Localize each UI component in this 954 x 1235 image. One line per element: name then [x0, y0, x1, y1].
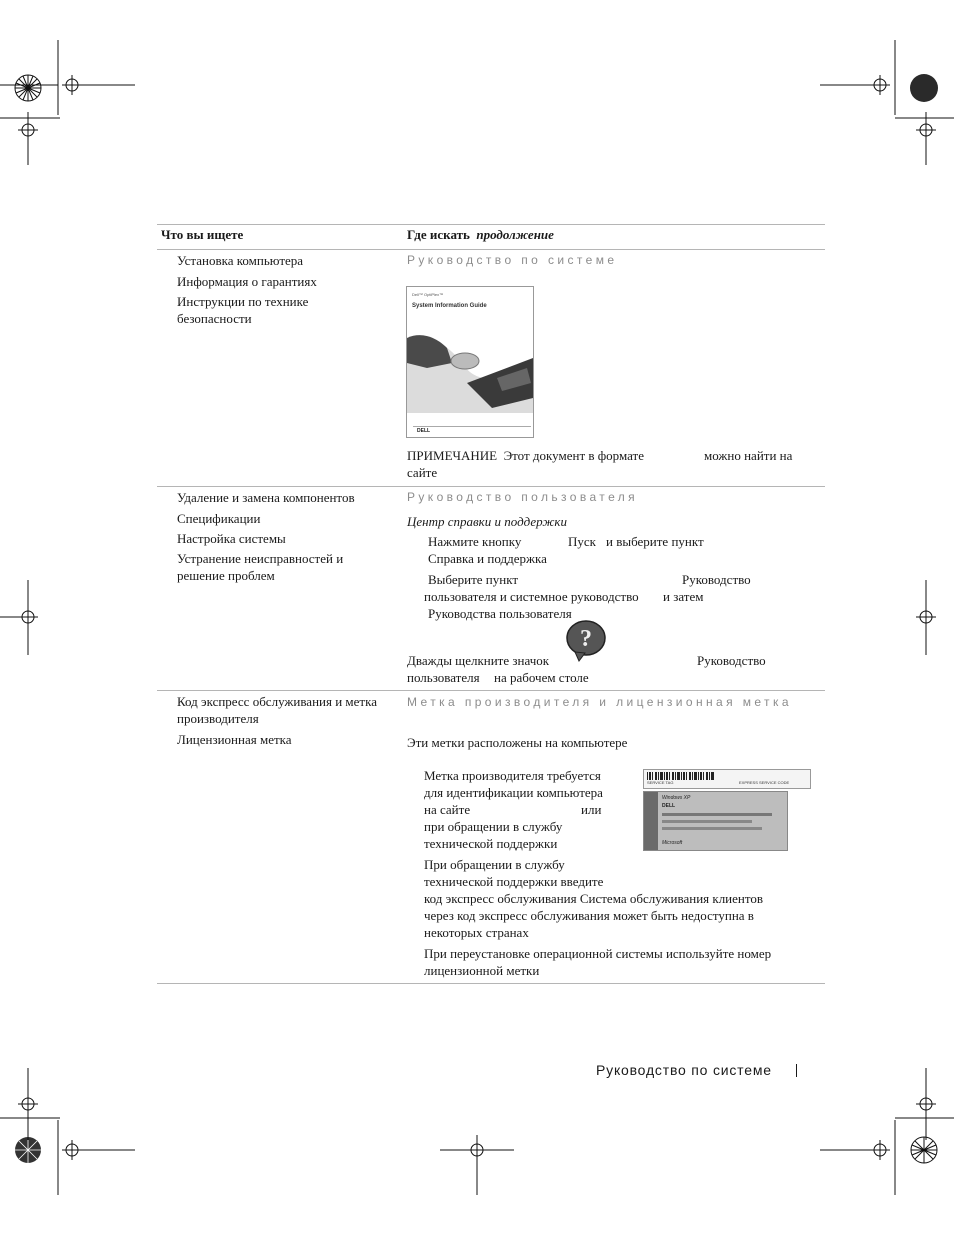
page-footer: Руководство по системе: [596, 1062, 772, 1078]
p2-line: При обращении в службу: [424, 857, 565, 872]
step1-text: Нажмите кнопку: [428, 534, 522, 549]
p1-line: технической поддержки: [424, 836, 558, 851]
row-divider: [157, 486, 825, 487]
svg-text:?: ?: [580, 626, 592, 652]
p3-line: лицензионной метки: [424, 963, 540, 978]
cover-title: System Information Guide: [412, 303, 487, 309]
barcode-icon: [647, 772, 717, 780]
p2-line: код экспресс обслуживания Система обслуживания клиентов: [424, 891, 764, 906]
dbl-click-text-c: пользователя: [407, 670, 480, 685]
service-tag-caption: SERVICE TAG: [647, 780, 674, 785]
service-tag-label-image: [643, 769, 809, 851]
cover-rule: [413, 426, 531, 427]
p1-line: для идентификации компьютера: [424, 785, 603, 800]
express-code-caption: EXPRESS SERVICE CODE: [739, 780, 790, 785]
windows-label: Windows XP: [662, 795, 691, 801]
list-item: Настройка системы: [177, 531, 286, 546]
list-item: Спецификации: [177, 511, 261, 526]
step2-text-e: Руководства пользователя: [428, 606, 572, 621]
list-item: Установка компьютера: [177, 253, 304, 268]
list-item: Код экспресс обслуживания и метка производителя: [177, 694, 377, 726]
license-key-bar: [662, 820, 752, 823]
guide-cover-image: [406, 286, 534, 438]
step2-text-d: и затем: [663, 589, 704, 604]
p1-line: на сайте: [424, 802, 471, 817]
p2-line: технической поддержки введите: [424, 874, 604, 889]
help-center-subtitle: Центр справки и поддержки: [407, 514, 567, 529]
service-tag-sticker: [643, 769, 811, 789]
row-divider: [157, 690, 825, 691]
microsoft-label: Microsoft: [662, 840, 683, 846]
p1-line: Метка производителя требуется: [424, 768, 601, 783]
dbl-click-text: Дважды щелкните значок: [407, 653, 550, 668]
table-bottom-rule: [157, 983, 825, 984]
step2-text-c: пользователя и системное руководство: [424, 589, 639, 604]
step2-text: Выберите пункт: [428, 572, 519, 587]
col2-header-suffix: продолжение: [476, 227, 554, 242]
col1-header: Что вы ищете: [161, 227, 244, 242]
col2-header-text: Где искать: [407, 227, 470, 242]
section-title: Руководство по системе: [407, 253, 618, 267]
license-key-bar: [662, 827, 762, 830]
list-item: Информация о гарантиях: [177, 274, 317, 289]
help-question-icon: [565, 619, 609, 663]
list-item: Лицензионная метка: [177, 732, 292, 747]
license-key-bar: [662, 813, 772, 816]
dell-label: DELL: [662, 803, 676, 809]
dbl-click-text-b: Руководство: [697, 653, 766, 668]
p1-line: или: [581, 802, 602, 817]
footer-separator: [796, 1064, 797, 1077]
p2-line: некоторых странах: [424, 925, 529, 940]
help-support-label: Справка и поддержка: [428, 551, 547, 566]
list-item: Устранение неисправностей и решение проблем: [177, 551, 344, 583]
header-rule: [157, 249, 825, 250]
list-item: Инструкции по технике безопасности: [177, 294, 309, 326]
dell-logo: DELL: [417, 428, 431, 434]
list-item: Удаление и замена компонентов: [177, 490, 355, 505]
p2-line: через код экспресс обслуживания может быть недоступна в: [424, 908, 754, 923]
hands-photo-icon: [407, 323, 533, 413]
table-top-rule: [157, 224, 825, 225]
cover-small-text: Dell™ OptiPlex™: [412, 292, 444, 297]
labels-intro: Эти метки расположены на компьютере: [407, 735, 628, 750]
note-text: Этот документ в формате: [503, 448, 645, 463]
note-text-b: можно найти на: [704, 448, 793, 463]
p3-line: При переустановке операционной системы используйте номер: [424, 946, 772, 961]
col2-header: [407, 227, 554, 243]
step1-text-c: и выберите пункт: [606, 534, 704, 549]
dbl-click-text-d: на рабочем столе: [494, 670, 589, 685]
step2-text-b: Руководство: [682, 572, 751, 587]
license-strip: [644, 792, 658, 850]
section-title: Руководство пользователя: [407, 490, 639, 504]
note-line: [407, 447, 644, 464]
start-button-label: Пуск: [568, 534, 596, 549]
license-sticker: [643, 791, 788, 851]
note-label: ПРИМЕЧАНИЕ: [407, 448, 498, 463]
p1-line: при обращении в службу: [424, 819, 563, 834]
section-title: Метка производителя и лицензионная метка: [407, 695, 792, 709]
note-text-c: сайте: [407, 465, 438, 480]
